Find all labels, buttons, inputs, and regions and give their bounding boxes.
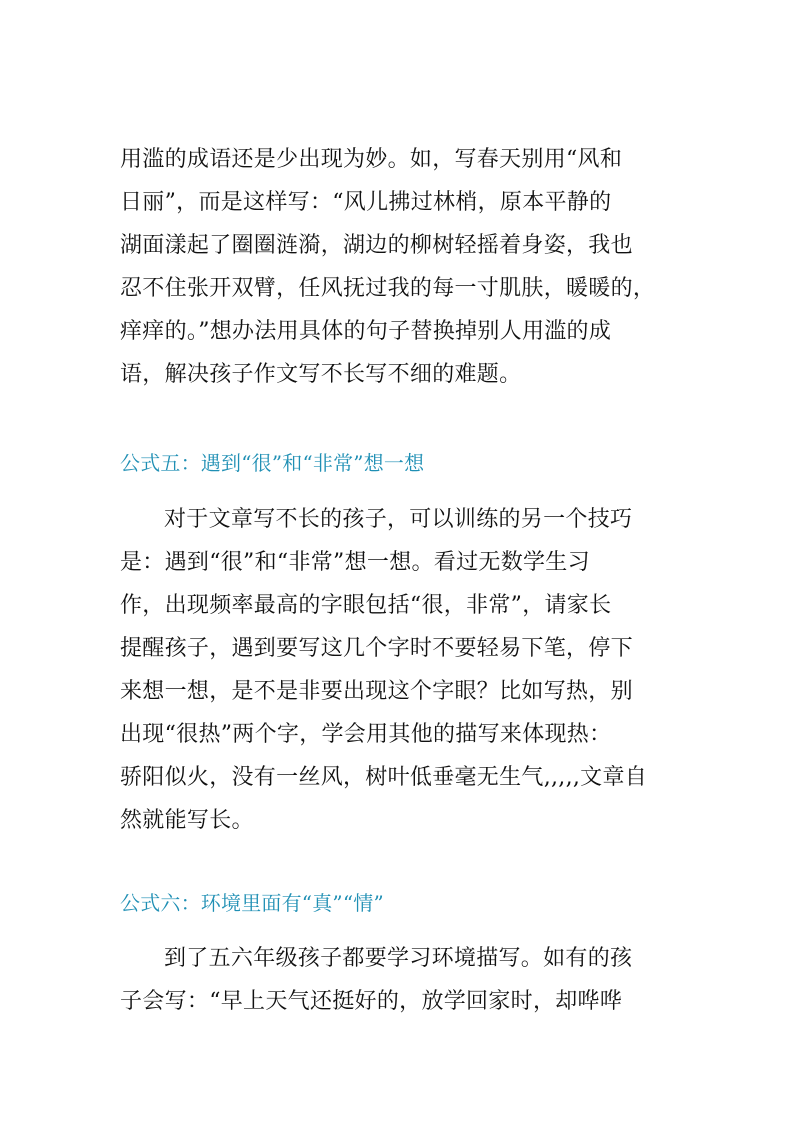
section5-heading: 公式五：遇到“很”和“非常”想一想 — [120, 451, 425, 475]
section5-line-4: 提醒孩子，遇到要写这几个字时不要轻易下笔，停下 — [120, 636, 633, 661]
section5-line-8: 然就能写长。 — [120, 808, 254, 833]
section5-line-5: 来想一想，是不是非要出现这个字眼？比如写热，别 — [120, 679, 633, 704]
section5-line-1: 对于文章写不长的孩子，可以训练的另一个技巧 — [164, 507, 633, 532]
section5-line-6: 出现“很热”两个字，学会用其他的描写来体现热： — [120, 722, 612, 747]
section5-line-2: 是：遇到“很”和“非常”想一想。看过无数学生习 — [120, 550, 590, 575]
paragraph1-line-5: 痒痒的。”想办法用具体的句子替换掉别人用滥的成 — [120, 319, 612, 344]
paragraph1-line-3: 湖面漾起了圈圈涟漪，湖边的柳树轻摇着身姿，我也 — [120, 233, 633, 258]
paragraph1-line-2: 日丽”，而是这样写：“风儿拂过林梢，原本平静的 — [120, 190, 612, 215]
section6-line-1: 到了五六年级孩子都要学习环境描写。如有的孩 — [164, 946, 633, 971]
section5-line-3: 作，出现频率最高的字眼包括“很，非常”，请家长 — [120, 593, 612, 618]
paragraph1-line-4: 忍不住张开双臂，任风抚过我的每一寸肌肤，暖暖的， — [120, 276, 656, 301]
section5-line-7: 骄阳似火，没有一丝风，树叶低垂毫无生气,,,,,文章自 — [120, 765, 648, 790]
section6-heading: 公式六：环境里面有“真”“情” — [120, 891, 384, 915]
section6-line-2: 子会写：“早上天气还挺好的，放学回家时，却哗哗 — [120, 989, 623, 1014]
paragraph1-line-1: 用滥的成语还是少出现为妙。如，写春天别用“风和 — [120, 147, 623, 172]
paragraph1-line-6: 语，解决孩子作文写不长写不细的难题。 — [120, 362, 522, 387]
